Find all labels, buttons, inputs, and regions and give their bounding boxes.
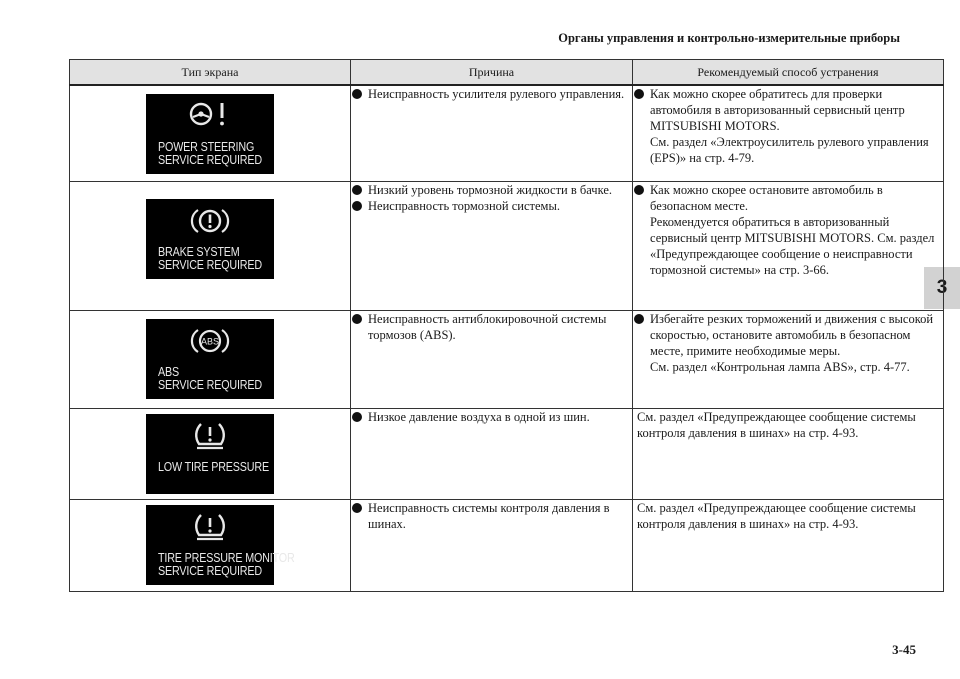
abs-warning-icon <box>146 326 274 356</box>
remedy-cell <box>633 310 944 408</box>
table-row <box>70 408 944 499</box>
cause-item: Неисправность усилителя рулевого управления. <box>351 86 632 102</box>
remedy-text: См. раздел «Предупреждающее сообщение системы контроля давления в шинах» на стр. 4-93. <box>637 409 916 440</box>
display-screen <box>146 94 274 174</box>
remedy-cell <box>633 181 944 310</box>
remedy-cell <box>633 85 944 181</box>
brake-warning-icon <box>146 206 274 236</box>
remedy-item <box>633 182 943 278</box>
cause-item: Неисправность антиблокировочной системы тормозов (ABS). <box>351 311 632 343</box>
tire-pressure-icon <box>146 512 274 542</box>
display-screen <box>146 199 274 279</box>
chapter-tab: 3 <box>924 267 960 309</box>
display-text-line: SERVICE REQUIRED <box>158 377 262 392</box>
cause-item: Неисправность системы контроля давления в шинах. <box>351 500 632 532</box>
column-header-remedy: Рекомендуемый способ устранения <box>633 60 944 86</box>
cause-cell <box>351 408 633 499</box>
screen-cell <box>70 310 351 408</box>
remedy-cell <box>633 499 944 591</box>
remedy-reference: См. раздел «Контрольная лампа ABS», стр. 4-77. <box>650 359 910 374</box>
display-text-line: TIRE PRESSURE MONITOR <box>158 550 295 565</box>
remedy-cell <box>633 408 944 499</box>
page-number: 3-45 <box>892 642 916 657</box>
display-text-line: SERVICE REQUIRED <box>158 153 262 167</box>
table-row <box>70 310 944 408</box>
cause-cell <box>351 310 633 408</box>
remedy-reference: См. раздел «Электроусилитель рулевого управления (EPS)» на стр. 4-79. <box>650 135 929 165</box>
screen-cell <box>70 85 351 181</box>
cause-cell <box>351 181 633 310</box>
display-text-line: BRAKE SYSTEM <box>158 244 240 259</box>
table-row <box>70 181 944 310</box>
display-text-line: POWER STEERING <box>158 140 255 154</box>
screen-cell <box>70 499 351 591</box>
screen-cell <box>70 181 351 310</box>
cause-cell <box>351 499 633 591</box>
remedy-reference: Рекомендуется обратиться в авторизованный сервисный центр MITSUBISHI MOTORS. См. раздел «Предупреждающее сообщение о неисправности тормозной системы» на стр. 3-66. <box>650 214 935 277</box>
steering-warning-icon <box>146 101 274 127</box>
display-text-line: SERVICE REQUIRED <box>158 563 262 578</box>
remedy-item <box>633 311 943 375</box>
display-screen <box>146 505 295 585</box>
page-header: Органы управления и контрольно-измерительные приборы <box>558 31 900 45</box>
warning-display-table <box>69 59 944 592</box>
cause-item: Низкое давление воздуха в одной из шин. <box>351 409 632 425</box>
column-header-cause: Причина <box>351 60 633 86</box>
remedy-text: Избегайте резких торможений и движения с высокой скоростью, остановите автомобиль в безопасном месте, примите необходимые меры. <box>650 311 934 358</box>
tire-pressure-icon <box>146 421 274 451</box>
remedy-text: Как можно скорее обратитесь для проверки автомобиля в авторизованный сервисный центр MITSUBISHI MOTORS. <box>650 87 905 133</box>
remedy-item <box>633 86 943 166</box>
table-row <box>70 85 944 181</box>
table-row <box>70 499 944 591</box>
column-header-screen-type: Тип экрана <box>70 60 351 86</box>
table-header-row <box>70 60 944 86</box>
display-text-line: ABS <box>158 364 180 379</box>
remedy-text: Как можно скорее остановите автомобиль в безопасном месте. <box>650 182 883 213</box>
screen-cell <box>70 408 351 499</box>
display-screen <box>146 319 274 399</box>
remedy-text: См. раздел «Предупреждающее сообщение системы контроля давления в шинах» на стр. 4-93. <box>637 500 916 531</box>
svg-text:ABS: ABS <box>200 336 220 346</box>
cause-cell <box>351 85 633 181</box>
cause-item: Низкий уровень тормозной жидкости в бачке. <box>351 182 632 198</box>
display-text-line: SERVICE REQUIRED <box>158 257 262 272</box>
display-text-line: LOW TIRE PRESSURE <box>158 459 269 474</box>
display-screen <box>146 414 274 494</box>
cause-item: Неисправность тормозной системы. <box>351 198 632 214</box>
